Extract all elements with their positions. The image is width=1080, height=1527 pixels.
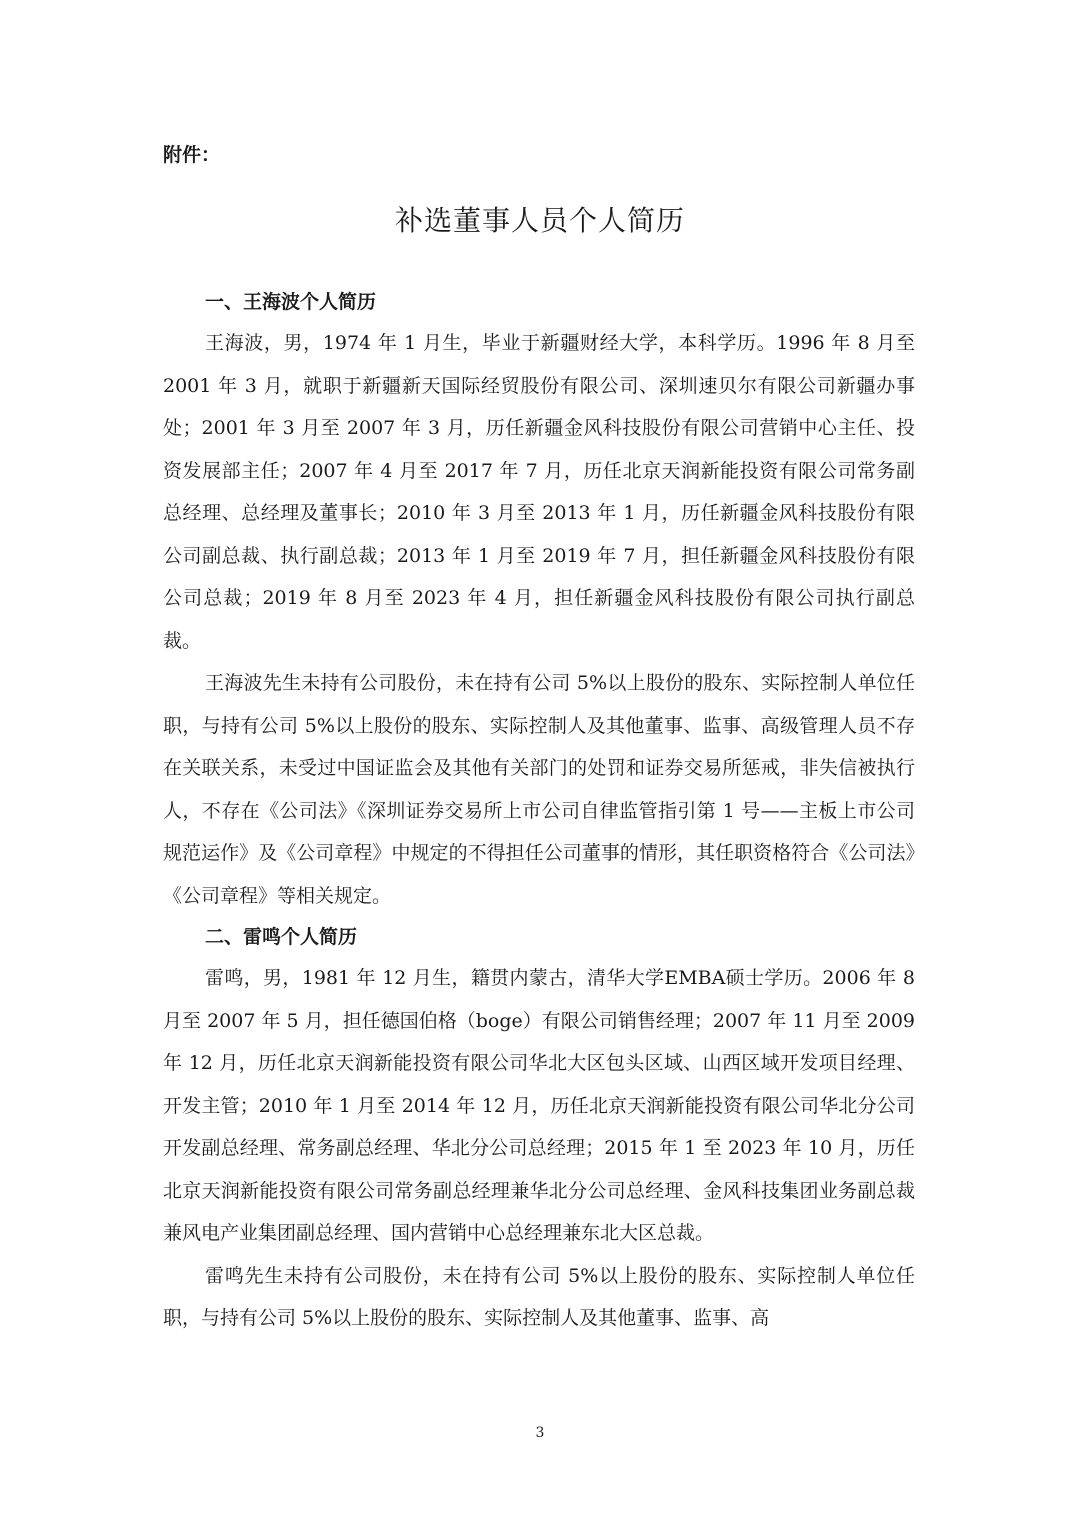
paragraph-wang-haibo-compliance: 王海波先生未持有公司股份，未在持有公司 5%以上股份的股东、实际控制人单位任职，与持有公司 5%以上股份的股东、实际控制人及其他董事、监事、高级管理人员不存在关联关系，未受过中国证监会及其他有关部门的处罚和证券交易所惩戒，非失信被执行人，不存在《公司法》《深圳证券交易所上市公司自律监管指引第 1 号——主板上市公司规范运作》及《公司章程》中规定的不得担任公司董事的情形，其任职资格符合《公司法》《公司章程》等相关规定。 — [163, 672, 915, 907]
page-number: 3 — [535, 1425, 545, 1441]
section-heading-lei-ming: 二、雷鸣个人简历 — [205, 926, 358, 948]
section-heading-wang-haibo: 一、王海波个人简历 — [205, 291, 377, 313]
attachment-label: 附件： — [163, 144, 221, 166]
document-body — [163, 282, 915, 1340]
page-title: 补选董事人员个人简历 — [394, 204, 685, 237]
paragraph-wang-haibo-career: 王海波，男，1974 年 1 月生，毕业于新疆财经大学，本科学历。1996 年 8 月至 2001 年 3 月，就职于新疆新天国际经贸股份有限公司、深圳速贝尔有限公司新疆办事处；2001 年 3 月至 2007 年 3 月，历任新疆金风科技股份有限公司营销中心主任、投资发展部主任；2007 年 4 月至 2017 年 7 月，历任北京天润新能投资有限公司常务副总经理、总经理及董事长；2010 年 3 月至 2013 年 1 月，历任新疆金风科技股份有限公司副总裁、执行副总裁；2013 年 1 月至 2019 年 7 月，担任新疆金风科技股份有限公司总裁；2019 年 8 月至 2023 年 4 月，担任新疆金风科技股份有限公司执行副总裁。 — [163, 332, 915, 652]
paragraph-lei-ming-compliance: 雷鸣先生未持有公司股份，未在持有公司 5%以上股份的股东、实际控制人单位任职，与持有公司 5%以上股份的股东、实际控制人及其他董事、监事、高 — [163, 1264, 915, 1329]
paragraph-lei-ming-career: 雷鸣，男，1981 年 12 月生，籍贯内蒙古，清华大学EMBA硕士学历。2006 年 8 月至 2007 年 5 月，担任德国伯格（boge）有限公司销售经理；2007 年 11 月至 2009 年 12 月，历任北京天润新能投资有限公司华北大区包头区域、山西区域开发项目经理、开发主管；2010 年 1 月至 2014 年 12 月，历任北京天润新能投资有限公司华北分公司开发副总经理、常务副总经理、华北分公司总经理；2015 年 1 至 2023 年 10 月，历任北京天润新能投资有限公司常务副总经理兼华北分公司总经理、金风科技集团业务副总裁兼风电产业集团副总经理、国内营销中心总经理兼东北大区总裁。 — [163, 967, 915, 1244]
